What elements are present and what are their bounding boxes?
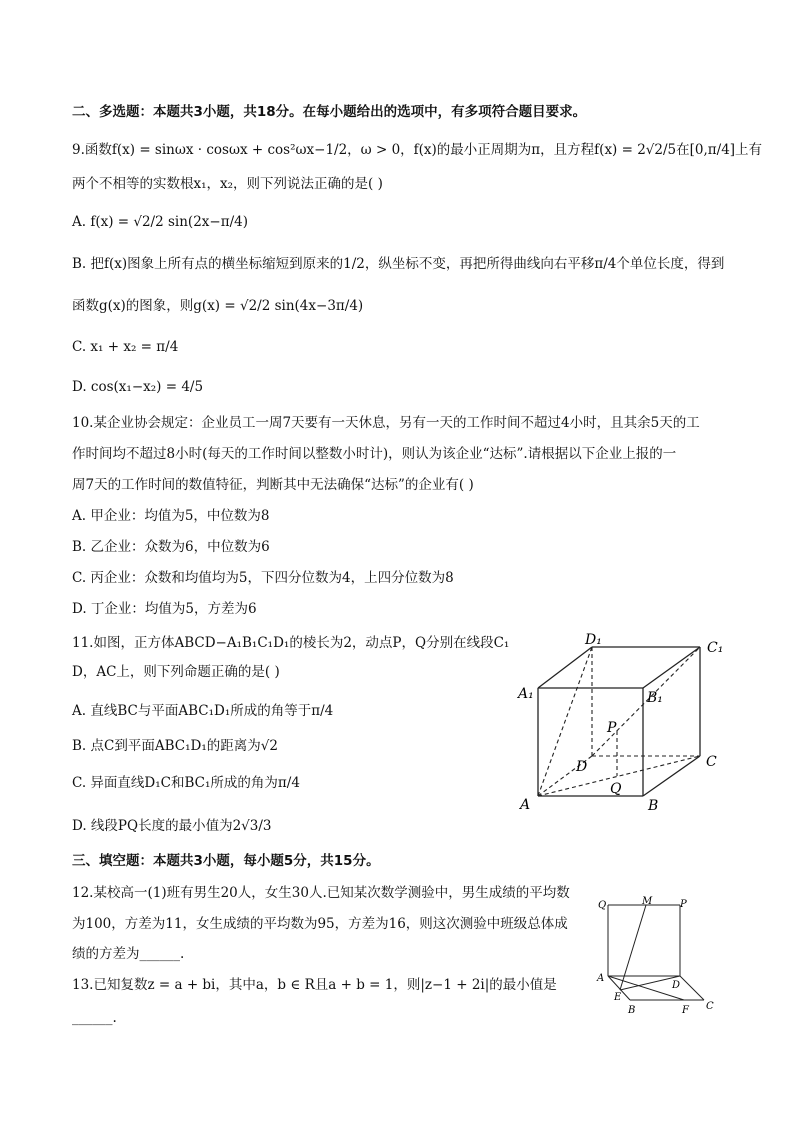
q9-option-a: A. f(x) = √2/2 sin(2x−π/4) bbox=[72, 214, 248, 230]
q9-option-c: C. x₁ + x₂ = π/4 bbox=[72, 339, 179, 355]
q11-cube-figure bbox=[510, 628, 730, 820]
cube-label-c1: C₁ bbox=[707, 640, 724, 656]
cube-label-p: P bbox=[607, 720, 617, 736]
q10-stem-line2: 作时间均不超过8小时(每天的工作时间以整数小时计)，则认为该企业“达标”.请根据以下企业上报的一 bbox=[72, 446, 677, 462]
q11-stem-line2: D，AC上，则下列命题正确的是( ) bbox=[72, 664, 280, 680]
q11-stem-line1: 11.如图，正方体ABCD−A₁B₁C₁D₁的棱长为2，动点P，Q分别在线段C₁ bbox=[72, 635, 510, 651]
fig-label-f: F bbox=[682, 1005, 689, 1016]
q9-stem-line2: 两个不相等的实数根x₁，x₂，则下列说法正确的是( ) bbox=[72, 176, 383, 192]
q10-stem-line1: 10.某企业协会规定：企业员工一周7天要有一天休息，另有一天的工作时间不超过4小时，且其余5天的工 bbox=[72, 415, 700, 431]
q11-option-a: A. 直线BC与平面ABC₁D₁所成的角等于π/4 bbox=[72, 703, 334, 719]
fig-label-b: B bbox=[628, 1005, 636, 1016]
fig-label-a: A bbox=[597, 973, 605, 984]
fig-label-c: C bbox=[706, 1001, 714, 1012]
q12-stem-line2: 为100，方差为11，女生成绩的平均数为95，方差为16，则这次测验中班级总体成 bbox=[72, 916, 568, 932]
q11-option-d: D. 线段PQ长度的最小值为2√3/3 bbox=[72, 818, 272, 834]
cube-label-a1: A₁ bbox=[518, 686, 534, 702]
q13-stem-line1: 13.已知复数z = a + bi，其中a，b ∈ R且a + b = 1，则|z−1 + 2i|的最小值是 bbox=[72, 977, 557, 993]
q11-option-c: C. 异面直线D₁C和BC₁所成的角为π/4 bbox=[72, 775, 300, 791]
q9-option-b-line2: 函数g(x)的图象，则g(x) = √2/2 sin(4x−3π/4) bbox=[72, 298, 364, 314]
q9-option-b-line1: B. 把f(x)图象上所有点的横坐标缩短到原来的1/2，纵坐标不变，再把所得曲线向右平移π/4个单位长度，得到 bbox=[72, 256, 725, 272]
q12-stem-line3: 绩的方差为______. bbox=[72, 946, 185, 962]
fig-label-q: Q bbox=[598, 900, 607, 911]
fig-label-m: M bbox=[642, 896, 653, 907]
cube-label-c: C bbox=[706, 754, 717, 770]
q10-option-a: A. 甲企业：均值为5，中位数为8 bbox=[72, 508, 270, 524]
fig-label-e: E bbox=[614, 992, 622, 1003]
q11-option-b: B. 点C到平面ABC₁D₁的距离为√2 bbox=[72, 738, 278, 754]
q10-stem-line3: 周7天的工作时间的数值特征，判断其中无法确保“达标”的企业有( ) bbox=[72, 477, 474, 493]
q12-stem-line1: 12.某校高一(1)班有男生20人，女生30人.已知某次数学测验中，男生成绩的平均数 bbox=[72, 885, 570, 901]
fig-label-d: D bbox=[672, 980, 681, 991]
fig-label-p: P bbox=[680, 899, 687, 910]
section-2-header: 二、多选题：本题共3小题，共18分。在每小题给出的选项中，有多项符合题目要求。 bbox=[72, 104, 587, 120]
cube-label-d1: D₁ bbox=[585, 632, 602, 648]
q9-stem-line1: 9.函数f(x) = sinωx · cosωx + cos²ωx−1/2，ω > 0，f(x)的最小正周期为π，且方程f(x) = 2√2/5在[0,π/4]上有 bbox=[72, 142, 763, 158]
q10-option-d: D. 丁企业：均值为5，方差为6 bbox=[72, 601, 257, 617]
cube-label-b: B bbox=[648, 798, 659, 814]
section-3-header: 三、填空题：本题共3小题，每小题5分，共15分。 bbox=[72, 853, 380, 869]
cube-label-a: A bbox=[520, 797, 531, 813]
cube-label-d: D bbox=[576, 759, 588, 775]
q10-option-c: C. 丙企业：众数和均值均为5，下四分位数为4，上四分位数为8 bbox=[72, 570, 454, 586]
q13-stem-line2: ______. bbox=[72, 1010, 117, 1026]
cube-label-q: Q bbox=[610, 781, 622, 797]
q9-option-d: D. cos(x₁−x₂) = 4/5 bbox=[72, 379, 204, 395]
cube-label-b1: B₁ bbox=[647, 690, 663, 706]
q10-option-b: B. 乙企业：众数为6，中位数为6 bbox=[72, 539, 270, 555]
q12-figure bbox=[592, 893, 722, 1019]
